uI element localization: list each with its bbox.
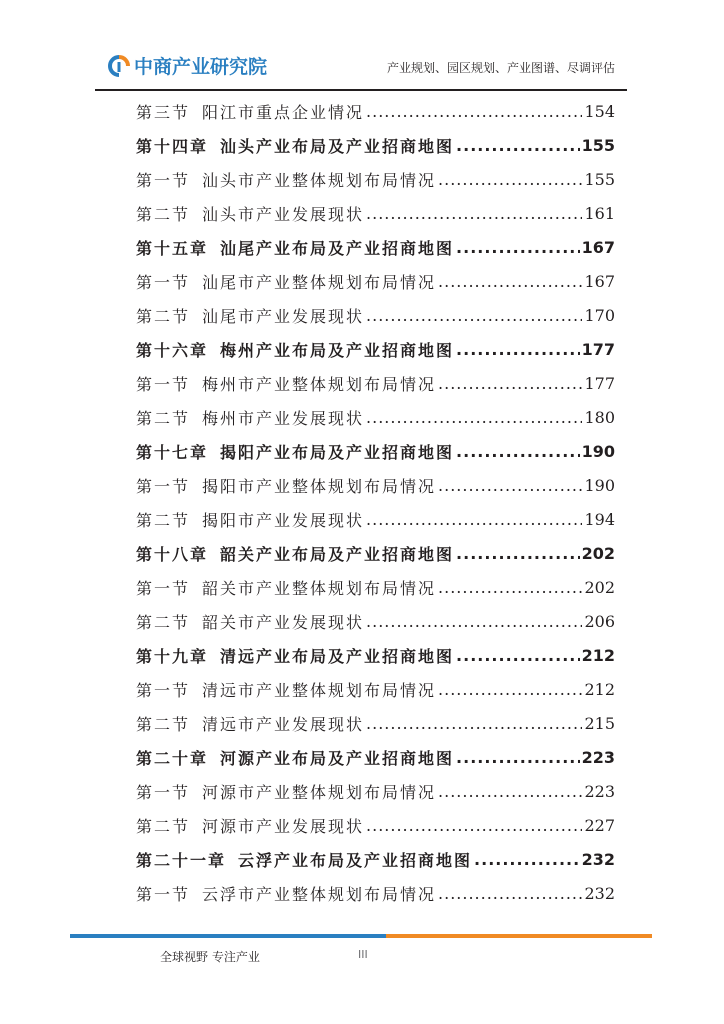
toc-dot-leader <box>438 170 582 189</box>
footer-slogan: 全球视野 专注产业 <box>160 950 260 964</box>
toc-chapter-row[interactable] <box>136 638 615 672</box>
toc-chapter-row[interactable] <box>136 434 615 468</box>
toc-entry-number: 第十八章 <box>136 544 209 564</box>
toc-dot-leader <box>438 680 582 699</box>
toc-entry-number: 第一节 <box>136 680 191 700</box>
toc-entry-page: 194 <box>584 509 615 529</box>
toc-entry-number: 第一节 <box>136 782 191 802</box>
toc-entry-title: 汕尾产业布局及产业招商地图 <box>220 238 455 258</box>
toc-entry-number: 第二十一章 <box>136 850 227 870</box>
toc-section-row[interactable] <box>136 502 615 536</box>
toc-entry-page: 223 <box>581 747 615 767</box>
toc-entry-title: 汕尾市产业发展现状 <box>202 306 365 326</box>
toc-entry-page: 227 <box>584 815 615 835</box>
toc-entry-number: 第二节 <box>136 714 191 734</box>
toc-dot-leader <box>438 578 582 597</box>
toc-section-row[interactable] <box>136 468 615 502</box>
company-logo <box>108 52 267 79</box>
toc-entry-number: 第十六章 <box>136 340 209 360</box>
toc-section-row[interactable] <box>136 808 615 842</box>
toc-entry-title: 揭阳产业布局及产业招商地图 <box>220 442 455 462</box>
toc-dot-leader <box>366 510 582 529</box>
toc-dot-leader <box>438 272 582 291</box>
toc-entry-number: 第二节 <box>136 612 191 632</box>
toc-entry-page: 232 <box>581 849 615 869</box>
toc-entry-number: 第二节 <box>136 408 191 428</box>
toc-entry-page: 223 <box>584 781 615 801</box>
toc-entry-page: 177 <box>581 339 615 359</box>
toc-section-row[interactable] <box>136 706 615 740</box>
toc-entry-title: 清远产业布局及产业招商地图 <box>220 646 455 666</box>
toc-entry-number: 第一节 <box>136 272 191 292</box>
toc-dot-leader <box>366 408 582 427</box>
toc-dot-leader <box>366 612 582 631</box>
toc-section-row[interactable] <box>136 264 615 298</box>
toc-entry-number: 第一节 <box>136 476 191 496</box>
toc-entry-title: 韶关市产业整体规划布局情况 <box>202 578 437 598</box>
toc-entry-number: 第十五章 <box>136 238 209 258</box>
toc-entry-title: 汕尾市产业整体规划布局情况 <box>202 272 437 292</box>
toc-section-row[interactable] <box>136 196 615 230</box>
toc-entry-number: 第一节 <box>136 578 191 598</box>
toc-dot-leader <box>456 544 580 563</box>
toc-entry-page: 190 <box>584 475 615 495</box>
toc-section-row[interactable] <box>136 672 615 706</box>
toc-section-row[interactable] <box>136 774 615 808</box>
toc-entry-number: 第十四章 <box>136 136 209 156</box>
toc-entry-number: 第一节 <box>136 884 191 904</box>
toc-entry-page: 167 <box>581 237 615 257</box>
toc-entry-title: 云浮产业布局及产业招商地图 <box>238 850 473 870</box>
toc-section-row[interactable] <box>136 94 615 128</box>
toc-entry-number: 第二十章 <box>136 748 209 768</box>
toc-entry-page: 167 <box>584 271 615 291</box>
toc-entry-number: 第一节 <box>136 170 191 190</box>
toc-chapter-row[interactable] <box>136 128 615 162</box>
toc-entry-number: 第三节 <box>136 102 191 122</box>
toc-entry-title: 梅州市产业发展现状 <box>202 408 365 428</box>
toc-dot-leader <box>366 306 582 325</box>
toc-entry-title: 揭阳市产业整体规划布局情况 <box>202 476 437 496</box>
toc-dot-leader <box>456 748 580 767</box>
toc-entry-title: 河源产业布局及产业招商地图 <box>220 748 455 768</box>
footer-bar-blue <box>70 934 386 938</box>
toc-dot-leader <box>456 136 580 155</box>
toc-dot-leader <box>438 476 582 495</box>
toc-entry-title: 清远市产业整体规划布局情况 <box>202 680 437 700</box>
toc-entry-number: 第二节 <box>136 510 191 530</box>
logo-text: 中商产业研究院 <box>134 56 268 78</box>
toc-entry-title: 阳江市重点企业情况 <box>202 102 365 122</box>
toc-entry-title: 梅州产业布局及产业招商地图 <box>220 340 455 360</box>
toc-entry-number: 第二节 <box>136 306 191 326</box>
toc-section-row[interactable] <box>136 162 615 196</box>
toc-entry-title: 韶关产业布局及产业招商地图 <box>220 544 455 564</box>
header-divider <box>95 89 627 91</box>
page-header <box>0 0 724 95</box>
toc-section-row[interactable] <box>136 366 615 400</box>
toc-dot-leader <box>456 442 580 461</box>
toc-section-row[interactable] <box>136 400 615 434</box>
toc-chapter-row[interactable] <box>136 842 615 876</box>
toc-entry-title: 河源市产业发展现状 <box>202 816 365 836</box>
toc-dot-leader <box>438 884 582 903</box>
toc-entry-title: 汕头产业布局及产业招商地图 <box>220 136 455 156</box>
toc-entry-page: 212 <box>581 645 615 665</box>
toc-chapter-row[interactable] <box>136 536 615 570</box>
toc-entry-title: 梅州市产业整体规划布局情况 <box>202 374 437 394</box>
toc-dot-leader <box>366 714 582 733</box>
toc-entry-page: 155 <box>581 135 615 155</box>
toc-entry-number: 第二节 <box>136 204 191 224</box>
toc-dot-leader <box>366 816 582 835</box>
toc-dot-leader <box>366 102 582 121</box>
toc-entry-page: 212 <box>584 679 615 699</box>
toc-entry-number: 第一节 <box>136 374 191 394</box>
toc-entry-title: 河源市产业整体规划布局情况 <box>202 782 437 802</box>
toc-dot-leader <box>438 374 582 393</box>
toc-entry-number: 第二节 <box>136 816 191 836</box>
toc-dot-leader <box>456 340 580 359</box>
toc-dot-leader <box>456 646 580 665</box>
toc-dot-leader <box>366 204 582 223</box>
footer-bar-orange <box>386 934 652 938</box>
toc-section-row[interactable] <box>136 604 615 638</box>
toc-entry-title: 揭阳市产业发展现状 <box>202 510 365 530</box>
footer-page-number: III <box>358 948 368 961</box>
toc-chapter-row[interactable] <box>136 740 615 774</box>
toc-entry-page: 170 <box>584 305 615 325</box>
toc-entry-page: 180 <box>584 407 615 427</box>
toc-entry-page: 232 <box>584 883 615 903</box>
logo-mark-icon <box>108 55 130 77</box>
toc-entry-number: 第十七章 <box>136 442 209 462</box>
toc-entry-number: 第十九章 <box>136 646 209 666</box>
toc-dot-leader <box>456 238 580 257</box>
toc-entry-page: 215 <box>584 713 615 733</box>
toc-section-row[interactable] <box>136 876 615 910</box>
toc-entry-page: 177 <box>584 373 615 393</box>
toc-section-row[interactable] <box>136 298 615 332</box>
toc-entry-page: 202 <box>584 577 615 597</box>
toc-entry-page: 155 <box>584 169 615 189</box>
toc-dot-leader <box>474 850 580 869</box>
toc-entry-page: 154 <box>584 101 615 121</box>
toc-entry-page: 202 <box>581 543 615 563</box>
toc-dot-leader <box>438 782 582 801</box>
toc-entry-title: 清远市产业发展现状 <box>202 714 365 734</box>
header-tagline: 产业规划、园区规划、产业图谱、尽调评估 <box>386 61 615 75</box>
toc-section-row[interactable] <box>136 570 615 604</box>
toc-entry-title: 汕头市产业发展现状 <box>202 204 365 224</box>
toc-entry-title: 汕头市产业整体规划布局情况 <box>202 170 437 190</box>
toc-entry-title: 云浮市产业整体规划布局情况 <box>202 884 437 904</box>
toc-entry-page: 206 <box>584 611 615 631</box>
table-of-contents <box>136 94 615 910</box>
toc-entry-page: 190 <box>581 441 615 461</box>
toc-chapter-row[interactable] <box>136 332 615 366</box>
toc-chapter-row[interactable] <box>136 230 615 264</box>
toc-entry-page: 161 <box>584 203 615 223</box>
toc-entry-title: 韶关市产业发展现状 <box>202 612 365 632</box>
